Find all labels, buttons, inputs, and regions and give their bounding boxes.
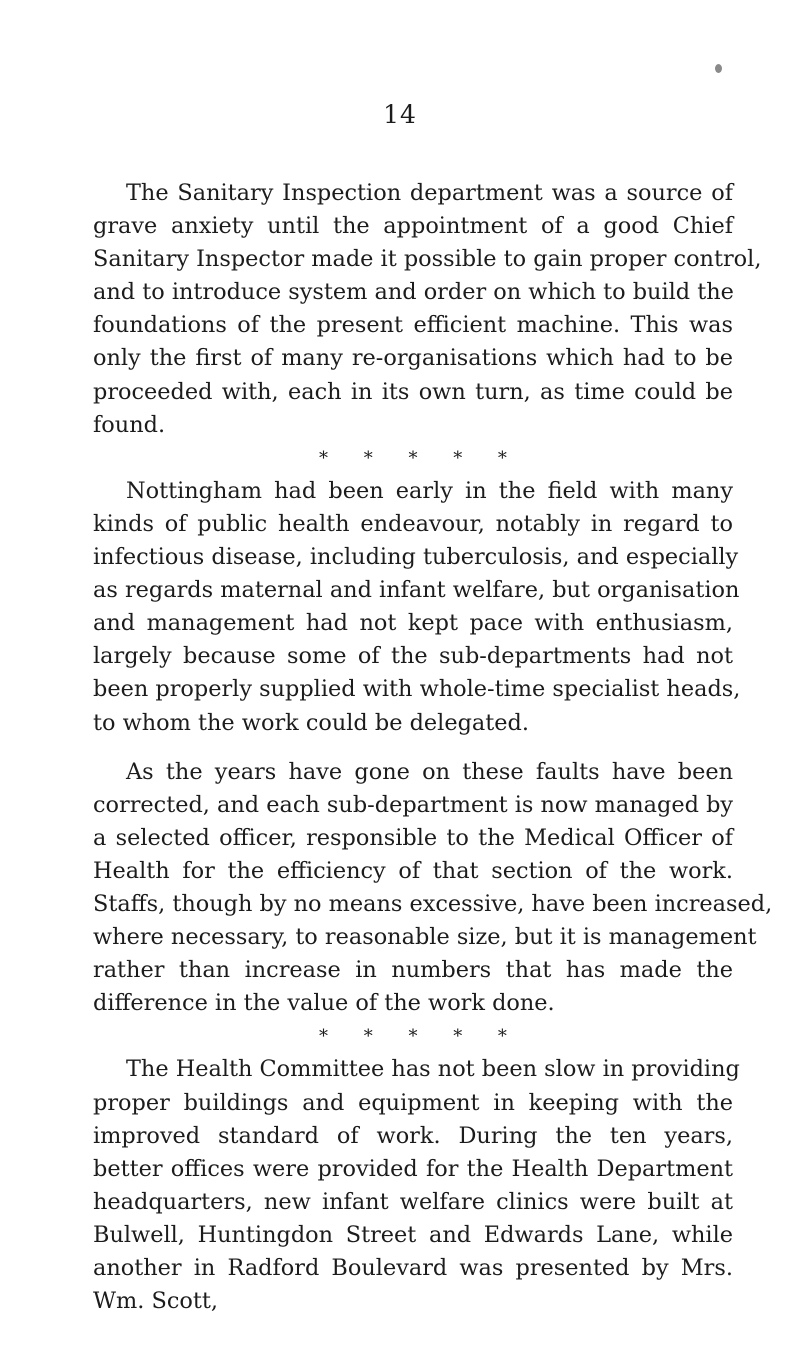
text-line: kinds of public health endeavour, notably in regard to: [93, 510, 733, 537]
text-line: improved standard of work. During the ten years,: [93, 1122, 733, 1149]
text-line: Wm. Scott,: [93, 1288, 218, 1315]
text-line: rather than increase in numbers that has made the: [93, 957, 733, 984]
text-line: another in Radford Boulevard was presented by Mrs.: [93, 1255, 733, 1281]
text-line: Staffs, though by no means excessive, have been increased,: [93, 890, 773, 917]
section-separator: * * * * *: [319, 1026, 522, 1048]
text-line: largely because some of the sub-departments had not: [93, 643, 733, 670]
paragraph-nottingham: [93, 475, 741, 740]
text-line: proper buildings and equipment in keeping with the: [93, 1089, 733, 1116]
text-line: proceeded with, each in its own turn, as time could be: [93, 378, 733, 405]
text-line: Sanitary Inspector made it possible to gain proper control,: [93, 246, 762, 273]
text-line: better offices were provided for the Health Department: [93, 1155, 733, 1182]
text-line: The Sanitary Inspection department was a source of: [126, 180, 733, 206]
text-line: Nottingham had been early in the field with many: [126, 477, 733, 504]
text-line: as regards maternal and infant welfare, but organisation: [93, 577, 740, 604]
paragraph-gap: [93, 740, 733, 756]
text-line: As the years have gone on these faults have been: [126, 758, 733, 785]
text-line: Health for the efficiency of that section of the work.: [93, 857, 733, 884]
text-line: where necessary, to reasonable size, but it is management: [93, 924, 757, 951]
page-body: [93, 177, 773, 1318]
text-line: The Health Committee has not been slow in providing: [126, 1056, 740, 1083]
paragraph-faults-corrected: [93, 756, 773, 1021]
text-line: and management had not kept pace with enthusiasm,: [93, 610, 733, 637]
text-line: only the first of many re-organisations which had to be: [93, 345, 733, 372]
paragraph-sanitary-inspection: [93, 177, 762, 442]
paragraph-health-committee: [93, 1053, 740, 1318]
text-line: infectious disease, including tuberculosis, and especially: [93, 544, 739, 571]
text-line: grave anxiety until the appointment of a good Chief: [93, 213, 733, 240]
text-line: and to introduce system and order on which to build the: [93, 279, 734, 306]
section-separator: * * * * *: [319, 447, 522, 469]
text-line: to whom the work could be delegated.: [93, 709, 529, 736]
page-number: 14: [383, 100, 417, 129]
text-line: headquarters, new infant welfare clinics were built at: [93, 1188, 733, 1215]
text-line: Bulwell, Huntingdon Street and Edwards Lane, while: [93, 1221, 733, 1248]
text-line: difference in the value of the work done.: [93, 990, 555, 1017]
text-line: corrected, and each sub-department is now managed by: [93, 791, 734, 818]
text-line: been properly supplied with whole-time specialist heads,: [93, 676, 741, 703]
text-line: a selected officer, responsible to the Medical Officer of: [93, 824, 733, 851]
text-line: foundations of the present efficient machine. This was: [93, 312, 733, 339]
ink-speck: [715, 64, 722, 73]
text-line: found.: [93, 411, 166, 438]
